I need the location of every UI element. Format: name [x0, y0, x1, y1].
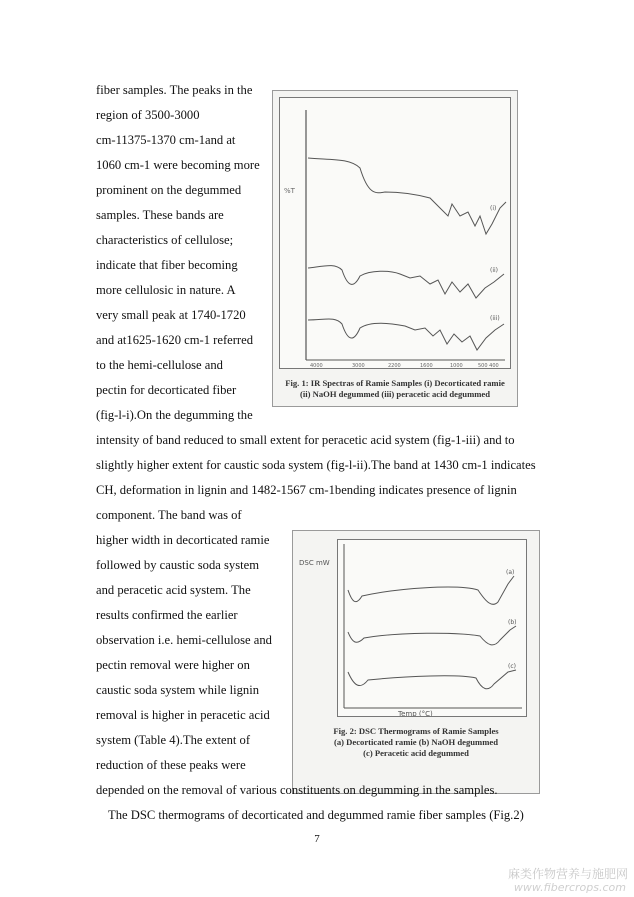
ir-xtick: 3000 [352, 363, 365, 368]
dsc-ylabel: DSC mW [299, 559, 330, 567]
text-line: caustic soda system while lignin [96, 683, 259, 697]
text-line: prominent on the degummed [96, 183, 242, 197]
text-line: intensity of band reduced to small extent for peracetic acid system (fig-1-iii) and to [96, 433, 515, 447]
text-line: fiber samples. The peaks in the [96, 83, 253, 97]
watermark-site-name: 麻类作物营养与施肥网 [507, 867, 628, 881]
text-line: pectin for decorticated fiber [96, 383, 237, 397]
text-line: more cellulosic in nature. A [96, 283, 236, 297]
figure-2-caption-line-2: (a) Decorticated ramie (b) NaOH degummed [334, 737, 498, 747]
figure-2-dsc-thermograms [292, 530, 540, 794]
figure-2-caption-line-1: Fig. 2: DSC Thermograms of Ramie Samples [333, 726, 499, 736]
ir-label-iii: (iii) [490, 315, 500, 322]
ir-xtick: 2200 [388, 363, 401, 368]
dsc-xlabel: Temp (°C) [398, 710, 433, 716]
figure-1-caption-line-2: (ii) NaOH degummed (iii) peracetic acid degummed [300, 389, 490, 399]
dsc-label-b: (b) [508, 619, 517, 626]
text-line: to the hemi-cellulose and [96, 358, 223, 372]
text-line: pectin removal were higher on [96, 658, 250, 672]
text-line: results confirmed the earlier [96, 608, 238, 622]
ir-xtick: 1600 [420, 363, 433, 368]
dsc-label-c: (c) [508, 663, 516, 670]
ir-curve-i [308, 158, 506, 234]
ir-curve-ii [308, 266, 504, 298]
text-line: and at1625-1620 cm-1 referred [96, 333, 254, 347]
ir-spectra-plot [279, 97, 511, 369]
text-line: very small peak at 1740-1720 [96, 308, 246, 322]
dsc-label-a: (a) [506, 569, 515, 576]
text-line: reduction of these peaks were [96, 758, 246, 772]
text-line: slightly higher extent for caustic soda system (fig-l-ii).The band at 1430 cm-1 indicates [96, 458, 536, 472]
page-number: 7 [314, 833, 320, 845]
text-line: The DSC thermograms of decorticated and degummed ramie fiber samples (Fig.2) [108, 808, 524, 822]
text-line: 1060 cm-1 were becoming more [96, 158, 260, 172]
text-line: region of 3500-3000 [96, 108, 200, 122]
figure-1-ir-spectra [272, 90, 518, 407]
text-line: (fig-l-i).On the degumming the [96, 408, 253, 422]
text-line: higher width in decorticated ramie [96, 533, 270, 547]
figure-1-caption-line-1: Fig. 1: IR Spectras of Ramie Samples (i) Decorticated ramie [285, 378, 505, 388]
text-line: CH, deformation in lignin and 1482-1567 cm-1bending indicates presence of lignin [96, 483, 517, 497]
watermark-url: www.fibercrops.com [513, 881, 626, 894]
text-line: observation i.e. hemi-cellulose and [96, 633, 272, 647]
ir-spectra-svg [280, 98, 510, 368]
dsc-thermogram-svg [338, 540, 526, 716]
text-line: and peracetic acid system. The [96, 583, 251, 597]
text-line: cm-11375-1370 cm-1and at [96, 133, 236, 147]
text-line: indicate that fiber becoming [96, 258, 238, 272]
ir-curve-iii [308, 319, 504, 350]
text-line: depended on the removal of various constituents on degumming in the samples. [96, 783, 498, 797]
text-line: followed by caustic soda system [96, 558, 259, 572]
text-line: removal is higher in peracetic acid [96, 708, 270, 722]
ir-xtick: 1000 [450, 363, 463, 368]
text-line: system (Table 4).The extent of [96, 733, 251, 747]
ir-ylabel: %T [284, 187, 295, 195]
ir-label-ii: (ii) [490, 267, 499, 274]
dsc-thermogram-plot [337, 539, 527, 717]
figure-2-caption-line-3: (c) Peracetic acid degummed [363, 748, 469, 758]
ir-label-i: (i) [490, 205, 497, 212]
ir-xtick: 4000 [310, 363, 323, 368]
dsc-curve-b [348, 626, 516, 645]
text-line: samples. These bands are [96, 208, 224, 222]
text-line: characteristics of cellulose; [96, 233, 234, 247]
ir-xtick: 500 400 [478, 363, 499, 368]
dsc-curve-c [348, 670, 516, 689]
text-line: component. The band was of [96, 508, 242, 522]
dsc-curve-a [348, 576, 514, 604]
